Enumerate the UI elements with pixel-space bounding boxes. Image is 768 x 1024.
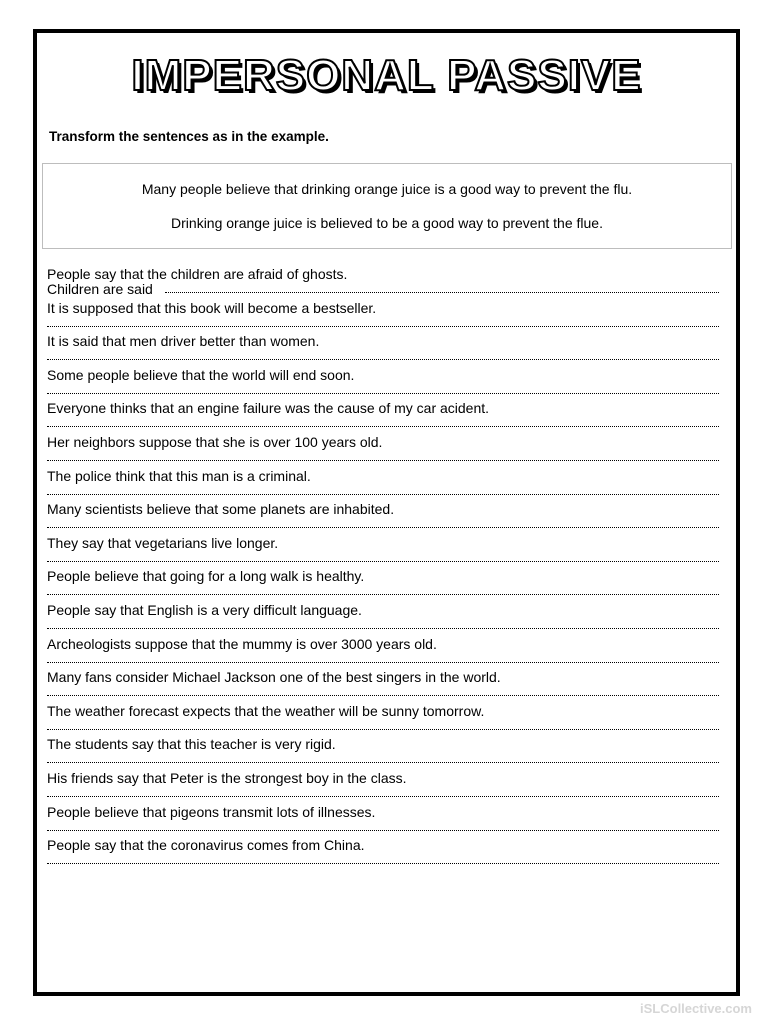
answer-line[interactable] xyxy=(47,426,719,427)
answer-line[interactable] xyxy=(47,762,719,763)
exercise-sentence: Her neighbors suppose that she is over 100 years old. xyxy=(47,433,383,450)
exercise-list xyxy=(47,266,719,871)
answer-line[interactable] xyxy=(47,662,719,663)
exercise-item xyxy=(47,568,719,602)
answer-line[interactable] xyxy=(47,594,719,595)
answer-line[interactable] xyxy=(47,830,719,831)
exercise-sentence: People say that English is a very difficult language. xyxy=(47,601,362,618)
site-watermark: iSLCollective.com xyxy=(640,1001,752,1016)
answer-line[interactable] xyxy=(47,628,719,629)
answer-line[interactable] xyxy=(47,494,719,495)
answer-line[interactable] xyxy=(47,326,719,327)
exercise-sentence: They say that vegetarians live longer. xyxy=(47,534,279,551)
worksheet-title: IMPERSONAL PASSIVE xyxy=(131,51,642,100)
exercise-sentence: People say that the children are afraid of ghosts. xyxy=(47,266,348,282)
answer-line[interactable] xyxy=(47,863,719,864)
exercise-sentence: Archeologists suppose that the mummy is over 3000 years old. xyxy=(47,635,437,652)
exercise-item xyxy=(47,837,719,871)
answer-line[interactable] xyxy=(47,460,719,461)
exercise-item xyxy=(47,535,719,569)
exercise-sentence: The police think that this man is a criminal. xyxy=(47,467,311,484)
exercise-item xyxy=(47,400,719,434)
exercise-sentence: Some people believe that the world will end soon. xyxy=(47,366,355,383)
exercise-sentence: The students say that this teacher is very rigid. xyxy=(47,736,336,753)
exercise-sentence: Many fans consider Michael Jackson one of the best singers in the world. xyxy=(47,669,501,686)
exercise-sentence: Many scientists believe that some planets are inhabited. xyxy=(47,501,395,518)
exercise-item xyxy=(47,501,719,535)
exercise-item xyxy=(47,770,719,804)
answer-line[interactable] xyxy=(47,695,719,696)
exercise-item xyxy=(47,636,719,670)
answer-line[interactable] xyxy=(47,729,719,730)
answer-line[interactable] xyxy=(47,527,719,528)
exercise-item xyxy=(47,266,719,300)
exercise-sentence: It is said that men driver better than women. xyxy=(47,333,320,350)
exercise-sentence: People believe that going for a long walk is healthy. xyxy=(47,568,365,585)
exercise-item xyxy=(47,468,719,502)
exercise-sentence: People believe that pigeons transmit lots of illnesses. xyxy=(47,803,376,820)
example-sentence: Many people believe that drinking orange juice is a good way to prevent the flu. xyxy=(141,181,633,197)
answer-line[interactable] xyxy=(47,393,719,394)
exercise-item xyxy=(47,703,719,737)
exercise-item xyxy=(47,333,719,367)
exercise-sentence: Everyone thinks that an engine failure was the cause of my car acident. xyxy=(47,400,490,417)
exercise-sentence: People say that the coronavirus comes from China. xyxy=(47,837,365,854)
answer-line[interactable] xyxy=(47,796,719,797)
exercise-item xyxy=(47,804,719,838)
exercise-sentence: The weather forecast expects that the weather will be sunny tomorrow. xyxy=(47,702,485,719)
worksheet-frame xyxy=(33,29,740,996)
exercise-item xyxy=(47,300,719,334)
exercise-item xyxy=(47,434,719,468)
answer-line[interactable] xyxy=(47,561,719,562)
answer-line[interactable] xyxy=(165,292,719,293)
answer-start-text: Children are said xyxy=(47,281,153,297)
exercise-item xyxy=(47,736,719,770)
exercise-item xyxy=(47,669,719,703)
example-box xyxy=(42,163,732,249)
exercise-sentence: It is supposed that this book will become a bestseller. xyxy=(47,299,377,316)
exercise-sentence: His friends say that Peter is the strongest boy in the class. xyxy=(47,769,407,786)
instruction-text: Transform the sentences as in the example. xyxy=(49,129,329,144)
exercise-item xyxy=(47,367,719,401)
answer-line[interactable] xyxy=(47,359,719,360)
example-transformed-sentence: Drinking orange juice is believed to be a good way to prevent the flue. xyxy=(171,215,603,231)
exercise-item xyxy=(47,602,719,636)
